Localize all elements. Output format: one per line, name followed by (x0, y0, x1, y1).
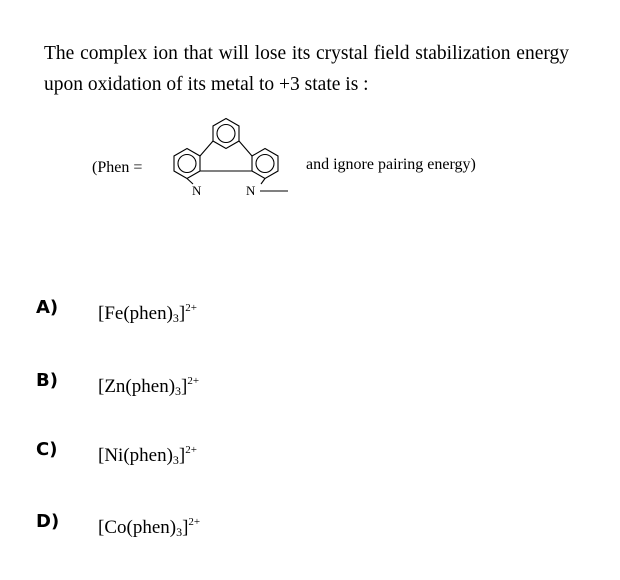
option-formula: $[Zn(phen)_3]^{2+}$ (98, 375, 200, 398)
option-label: C) (36, 439, 58, 460)
phenanthroline-structure-icon (162, 112, 302, 216)
question-text: The complex ion that will lose its crystal field stabilization energy upon oxidation of its metal to +3 state is : (44, 43, 569, 95)
option-label: D) (36, 511, 60, 532)
option-formula: $[Ni(phen)_3]^{2+}$ (98, 444, 197, 467)
option-formula: $[Fe(phen)_3]^{2+}$ (98, 302, 197, 325)
nitrogen-left-label: N (192, 183, 202, 198)
option-label: B) (36, 370, 58, 391)
phen-structure-line (92, 112, 532, 216)
option-label: A) (36, 297, 59, 318)
nitrogen-right-label: N (246, 183, 256, 198)
phen-suffix: and ignore pairing energy) (306, 156, 476, 173)
option-formula: $[Co(phen)_3]^{2+}$ (98, 516, 201, 539)
phen-prefix: (Phen = (92, 159, 143, 176)
